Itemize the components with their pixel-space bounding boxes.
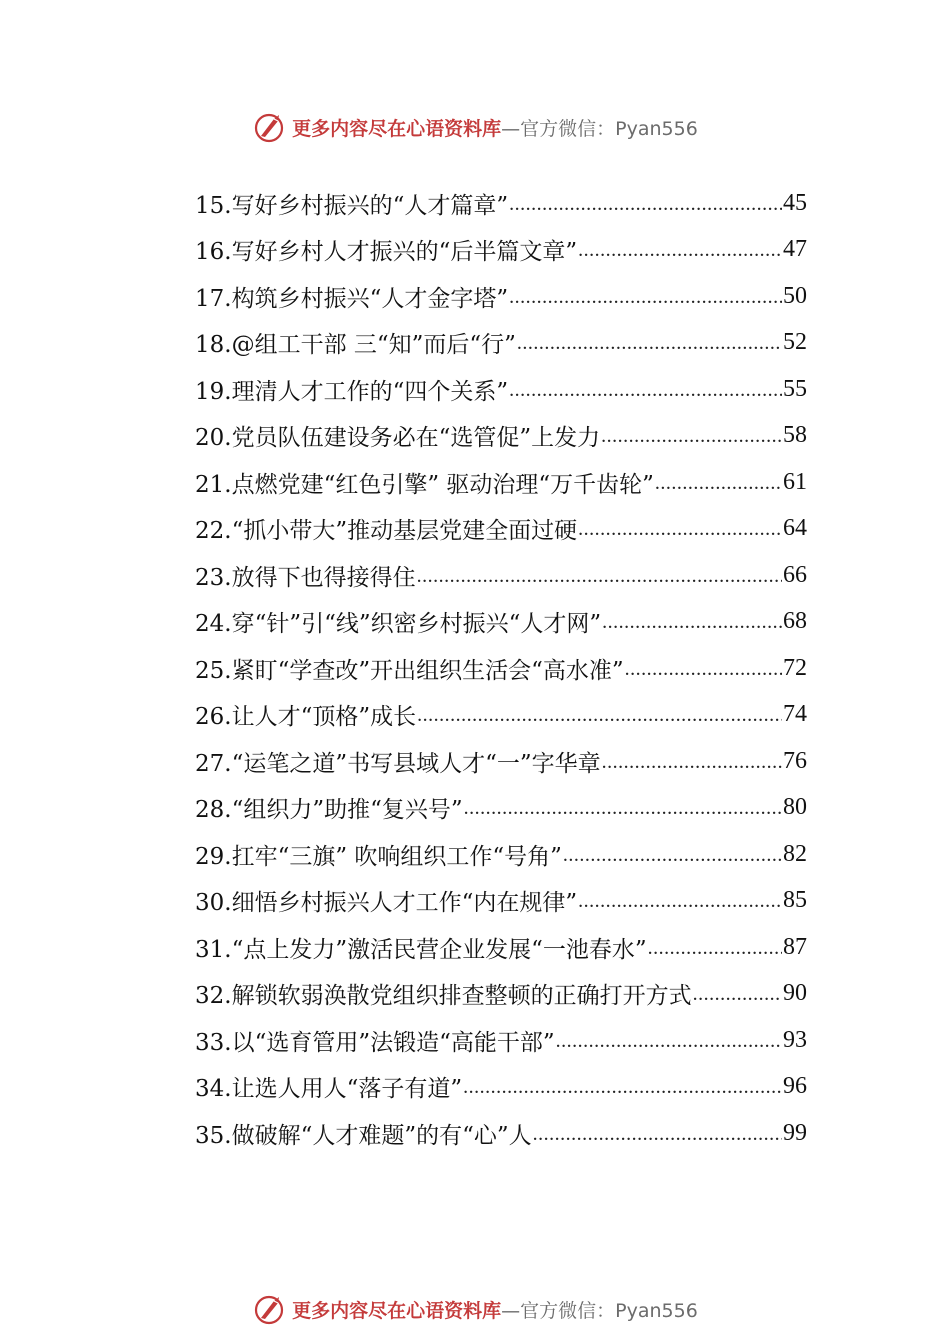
toc-entry[interactable]: [195, 645, 807, 692]
toc-entry-title: 27.“运笔之道”书写县域人才“一”字华章: [195, 750, 601, 777]
toc-entry[interactable]: [195, 971, 807, 1018]
toc-entry-title: 20.党员队伍建设务必在“选管促”上发力: [195, 425, 601, 452]
toc-dot-leader: [578, 517, 782, 540]
toc-entry[interactable]: [195, 320, 807, 367]
toc-entry-page: 58: [783, 422, 807, 449]
toc-entry[interactable]: [195, 180, 807, 227]
toc-dot-leader: [509, 285, 782, 308]
toc-entry[interactable]: [195, 692, 807, 739]
toc-entry-title: 16.写好乡村人才振兴的“后半篇文章”: [195, 239, 578, 266]
toc-entry-page: 82: [783, 840, 807, 867]
toc-entry[interactable]: [195, 1064, 807, 1111]
toc-entry-title: 21.点燃党建“红色引擎” 驱动治理“万千齿轮”: [195, 471, 654, 498]
toc-entry-title: 34.让选人用人“落子有道”: [195, 1076, 463, 1103]
toc-dot-leader: [625, 657, 782, 680]
toc-entry-title: 19.理清人才工作的“四个关系”: [195, 378, 509, 405]
toc-dot-leader: [464, 796, 782, 819]
toc-entry-page: 52: [783, 329, 807, 356]
toc-dot-leader: [556, 1029, 782, 1052]
pen-logo-icon: [252, 1291, 288, 1327]
toc-entry-title: 29.扛牢“三旗” 吹响组织工作“号角”: [195, 843, 562, 870]
toc-entry-title: 15.写好乡村振兴的“人才篇章”: [195, 192, 509, 219]
toc-entry[interactable]: [195, 227, 807, 274]
toc-entry-title: 24.穿“针”引“线”织密乡村振兴“人才网”: [195, 611, 602, 638]
toc-dot-leader: [533, 1122, 782, 1145]
toc-entry-page: 87: [783, 933, 807, 960]
toc-entry-page: 76: [783, 747, 807, 774]
toc-entry-title: 23.放得下也得接得住: [195, 564, 416, 591]
banner-red-text: 更多内容尽在心语资料库: [292, 117, 502, 140]
toc-dot-leader: [655, 471, 782, 494]
toc-entry[interactable]: [195, 599, 807, 646]
footer-banner: [0, 1289, 950, 1329]
toc-entry[interactable]: [195, 506, 807, 553]
toc-entry[interactable]: [195, 1110, 807, 1157]
toc-dot-leader: [602, 750, 782, 773]
toc-entry-page: 99: [783, 1119, 807, 1146]
toc-dot-leader: [648, 936, 782, 959]
toc-dot-leader: [509, 378, 782, 401]
toc-entry[interactable]: [195, 366, 807, 413]
toc-dot-leader: [601, 424, 782, 447]
toc-entry-page: 74: [783, 701, 807, 728]
toc-entry-title: 32.解锁软弱涣散党组织排查整顿的正确打开方式: [195, 983, 692, 1010]
toc-entry-page: 61: [783, 468, 807, 495]
toc-dot-leader: [517, 331, 782, 354]
toc-entry-title: 25.紧盯“学查改”开出组织生活会“高水准”: [195, 657, 624, 684]
toc-entry[interactable]: [195, 459, 807, 506]
toc-entry[interactable]: [195, 785, 807, 832]
toc-entry-title: 30.细悟乡村振兴人才工作“内在规律”: [195, 890, 578, 917]
toc-dot-leader: [693, 982, 782, 1005]
toc-entry-page: 66: [783, 561, 807, 588]
toc-dot-leader: [463, 1075, 782, 1098]
toc-entry-page: 45: [783, 189, 807, 216]
toc-dot-leader: [563, 843, 782, 866]
toc-entry-page: 93: [783, 1026, 807, 1053]
banner-red-text: 更多内容尽在心语资料库: [292, 1299, 502, 1322]
toc-entry-title: 28.“组织力”助推“复兴号”: [195, 797, 463, 824]
header-banner: [0, 107, 950, 147]
toc-entry-title: 26.让人才“顶格”成长: [195, 704, 417, 731]
toc-entry-page: 80: [783, 794, 807, 821]
banner-gray-text: —官方微信：Pyan556: [501, 1299, 698, 1322]
toc-entry-title: 22.“抓小带大”推动基层党建全面过硬: [195, 518, 578, 545]
pen-logo-icon: [252, 109, 288, 145]
toc-entry-title: 35.做破解“人才难题”的有“心”人: [195, 1122, 532, 1149]
toc-entry-title: 31.“点上发力”激活民营企业发展“一池春水”: [195, 936, 647, 963]
toc-entry[interactable]: [195, 878, 807, 925]
toc-entry[interactable]: [195, 552, 807, 599]
toc-entry-title: 33.以“选育管用”法锻造“高能干部”: [195, 1029, 555, 1056]
table-of-contents: [195, 180, 807, 1157]
toc-entry-page: 68: [783, 608, 807, 635]
toc-entry-page: 90: [783, 980, 807, 1007]
toc-dot-leader: [417, 703, 782, 726]
toc-entry-title: 17.构筑乡村振兴“人才金字塔”: [195, 285, 509, 312]
toc-entry-page: 55: [783, 375, 807, 402]
toc-dot-leader: [602, 610, 782, 633]
toc-entry-page: 72: [783, 654, 807, 681]
toc-entry-page: 50: [783, 282, 807, 309]
toc-entry[interactable]: [195, 831, 807, 878]
toc-entry-page: 85: [783, 887, 807, 914]
toc-dot-leader: [417, 564, 782, 587]
toc-entry[interactable]: [195, 924, 807, 971]
banner-gray-text: —官方微信：Pyan556: [501, 117, 698, 140]
toc-entry-title: 18.@组工干部 三“知”而后“行”: [195, 332, 516, 359]
toc-entry[interactable]: [195, 738, 807, 785]
toc-dot-leader: [578, 889, 782, 912]
toc-dot-leader: [509, 192, 782, 215]
toc-entry[interactable]: [195, 1017, 807, 1064]
toc-entry-page: 47: [783, 236, 807, 263]
toc-entry-page: 64: [783, 515, 807, 542]
toc-entry-page: 96: [783, 1073, 807, 1100]
toc-entry[interactable]: [195, 273, 807, 320]
toc-dot-leader: [578, 238, 782, 261]
toc-entry[interactable]: [195, 413, 807, 460]
